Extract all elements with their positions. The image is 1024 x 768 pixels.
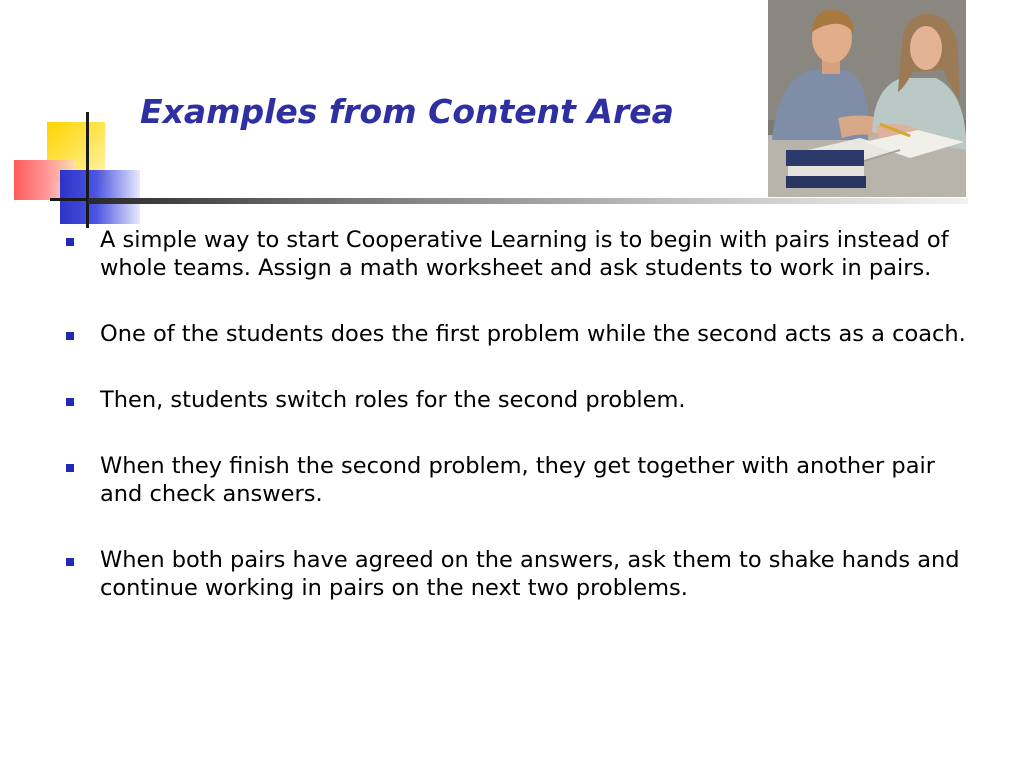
bullet-square-icon xyxy=(66,398,74,406)
bullet-text: When they finish the second problem, they get together with another pair and check answers. xyxy=(100,453,935,507)
students-studying-photo xyxy=(768,0,966,197)
bullet-text: Then, students switch roles for the second problem. xyxy=(100,387,686,413)
title-underline-rule xyxy=(88,198,968,204)
bullet-text: When both pairs have agreed on the answers, ask them to shake hands and continue working in pairs on the next two problems. xyxy=(100,547,960,601)
list-item xyxy=(66,452,966,508)
slide-title: Examples from Content Area xyxy=(140,92,674,131)
bullet-square-icon xyxy=(66,558,74,566)
decor-vertical-line xyxy=(86,112,89,228)
bullet-square-icon xyxy=(66,238,74,246)
list-item xyxy=(66,226,966,282)
decor-blue-square xyxy=(60,170,140,224)
list-item xyxy=(66,320,966,348)
bullet-list xyxy=(66,226,966,640)
list-item xyxy=(66,386,966,414)
bullet-square-icon xyxy=(66,464,74,472)
list-item xyxy=(66,546,966,602)
bullet-text: One of the students does the first problem while the second acts as a coach. xyxy=(100,321,966,347)
bullet-text: A simple way to start Cooperative Learning is to begin with pairs instead of whole teams. Assign a math worksheet and ask students to work in pairs. xyxy=(100,227,949,281)
bullet-square-icon xyxy=(66,332,74,340)
